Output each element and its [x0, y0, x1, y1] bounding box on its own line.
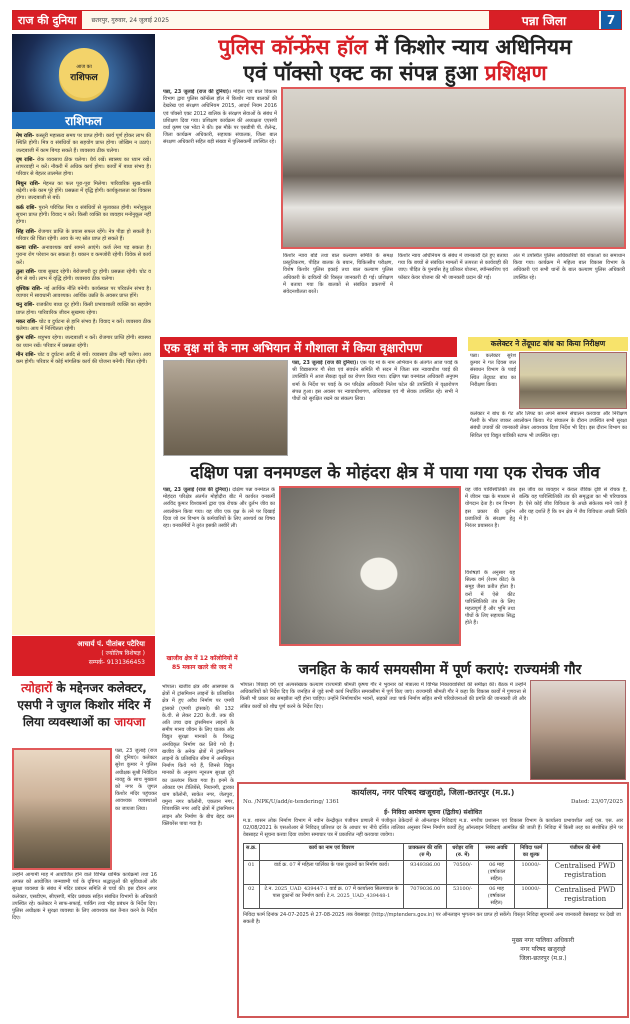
column-header: प्राक्कलन की राशि (रु में): [404, 844, 447, 861]
section-name: पन्ना जिला: [489, 11, 599, 29]
table-cell: 9349386.00: [404, 861, 447, 885]
zodiac-sign: मीन राशि-: [16, 352, 36, 359]
rashifal-entry: [16, 319, 151, 334]
zodiac-sign: वृश्चिक राशि-: [16, 285, 42, 292]
main-story-col-3: किशोर न्याय अधिनियम के संबंध में जानकारी देते हुए बताया गया कि बच्चों से संबंधित मामलों में तत्परता से कार्यवाही की जाए। पीड़ित के पुनर्वास हेतु प्रतिकर योजना, स्पॉन्सरशिप एवं फॉस्टर केयर योजना की भी जानकारी प्रदान की गई।: [398, 253, 508, 281]
zodiac-sign: मेष राशि-: [16, 133, 35, 139]
rashifal-entry: [16, 302, 151, 317]
zodiac-sign: कन्या राशि-: [16, 245, 39, 252]
column-header: कार्य का नाम एवं विवरण: [259, 844, 404, 861]
rashifal-entry: [16, 335, 151, 350]
table-cell: वार्ड क्र. 07 में महिला पार्लिका के पास दुकानों का निर्माण कार्य।: [259, 861, 404, 885]
rashifal-entry: [16, 352, 151, 367]
training-photo: [281, 87, 626, 249]
table-row: [244, 861, 623, 885]
table-cell: Centralised PWD registration: [548, 885, 623, 909]
page-number: 7: [601, 11, 621, 29]
transmission-side-headline[interactable]: खाजीव क्षेत्र में 12 कॉलोनियों में 85 मकान खतरे की जद में: [166, 655, 238, 671]
transmission-side-body: भोपाल। खजीव क्षेत्र और आसपास के क्षेत्रों में ट्रांसमिशन लाइनों के प्रतिबंधित क्षेत्र में हुए अवैध निर्माण पर एमपी ट्रांसको (एमपी ट्रांसको) की 132 के.वी. से लेकर 220 के.वी. तक की अति उच्च दाब ट्रांसमिशन लाइनों के समीप मानव जीवन के लिए घातक और विद्युत सुरक्षा मानकों के विरुद्ध अनधिकृत निर्माण कर लिये गये हैं। खजीव के अनेक क्षेत्रों में ट्रांसमिशन लाइनों के प्रतिबंधित सीमा में अनधिकृत निर्माण किये गये हैं, जिनसे विद्युत मानकों के अनुरूप न्यूनतम सुरक्षा दूरी का उल्लंघन किया गया है। इनमें के ओकाड एम टीलियेंसे, नियानगी, द्वारका धाम कॉलोनी, साकेत नगर, जेलपुरा, यमुना नगर कॉलोनी, एकतान नगर, शिवशक्ति नगर आदि क्षेत्रों में ट्रांसमिशन लाइन और निर्माण के बीच बेहद कम क्लियरेंस पाया गया है।: [162, 684, 234, 827]
main-story-col-1: [163, 89, 277, 331]
headline-part: पुलिस कॉन्फ्रेंस हॉल: [218, 35, 368, 59]
table-cell: Centralised PWD registration: [548, 861, 623, 885]
minister-headline[interactable]: जनहित के कार्य समयसीमा में पूर्ण कराएं: राज्यमंत्री गौर: [298, 662, 582, 678]
prediction-text: रोक व्यवसाय ठीक चलेगा। धैर्य रखें। स्वास्थ्य का ध्यान रखें। लापरवाही न करें। नौकरी में अधिक कार्य होगा। कार्यों में बाधा संभव है। परिवार से बेहतर तालमेल होगा।: [16, 156, 151, 178]
story-text: एक पेड़ मां के नाम अभियान के अंतर्गत आज पवई के श्री विद्यासागर गौ सेवा एवं संवर्धन समिति गौ सदन में जिला सत्र न्यायाधीश पवई की उपस्थिति में आज सैकड़ा वृक्षों का रोपण किया गया। दक्षिण पन्ना वनमंडल अधिकारी अनुपम शर्मा के निर्देश पर पवई के वन परिक्षेत्र अधिकारी नितेश पटेल की उपस्थिति में वृक्षारोपण संपन्न हुआ। इस अवसर पर न्यायाधीशगण, अधिवक्ता एवं गौ सेवक उपस्थित रहे। सभी ने पौधों को सुरक्षित रखने का संकल्प लिया।: [292, 360, 458, 403]
rashifal-entry: [16, 157, 151, 179]
story-text: महिला एवं बाल विकास विभाग द्वारा पुलिस कॉन्फ्रेंस हॉल में किशोर न्याय बालकों की देखरेख एवं संरक्षण अधिनियम 2015, आदर्श नियम 2016 एवं पॉक्सो एक्ट 2012 बालिक के संरक्षण सेवाओं के संबंध में प्रशिक्षण दिया गया। प्रशिक्षण कार्यक्रम की अध्यक्षता एएसपी वर्धा कृष्ण एस भोटा ने की। इस मौके पर एसडीपी पी. शैलेन्द्र, जिला कार्यक्रम अधिकारी, सहायक संचालक, जिला बाल संरक्षण अधिकारी सहित बड़ी संख्या में पुलिसकर्मी उपस्थित रहे।: [163, 89, 277, 146]
tree-story-body: [292, 360, 458, 458]
astrologer-box: [12, 636, 155, 676]
creature-col-1: [163, 487, 275, 647]
tender-date: Dated: 23/07/2025: [571, 799, 623, 805]
rashifal-entry: [16, 181, 151, 203]
table-cell: 06 माह (वर्षाकाल सहित): [479, 885, 515, 909]
zodiac-sign: कर्क राशि-: [16, 204, 37, 211]
tender-intro: म.प्र. शासन लोक निर्माण विभाग में नवीन केन्द्रीकृत पंजीयन प्रणाली में पंजीकृत ठेकेदारों से ऑनलाइन निविदाएं म.प्र. नगरीय प्रशासन एवं विकास विभाग के कार्यालय प्रभावशील आई एस. एस. आर 02/08/2021 के एसओआर से निविदत् प्रतिशत दर के आधार पर नीचे दर्शित तालिका अनुसार निम्न निर्माण कार्यों हेतु ऑनलाइन निविदाएं आमंत्रित की जाती हैं। निविदा में किसी तरह का संशोधित होने पर वेबसाइट में सूचना करवा दिया जावेगा समाचार पत्र में प्रकाशित नहीं करवाया जावेगा।: [243, 818, 623, 838]
creature-col-2: यह जीव पारिस्थितिकी तंत्र में जीवन चक्र के माध्यम से योगदान देता है। वन विभाग इस प्रकार की दुर्लभ प्रजातियों के संरक्षण हेतु निरंतर प्रयासरत है।: [465, 487, 515, 530]
prediction-text: शत्रुभय रहेगा। जल्दबाजी न करें। रोजगार प्राप्ति होगी। स्वास्थ्य का ध्यान रखें। परिवार में प्रसन्नता रहेगी।: [16, 335, 151, 349]
rashifal-title: राशिफल: [12, 112, 155, 129]
headline-part: एवं पॉक्सो एक्ट का संपन्न हुआ: [243, 61, 478, 85]
zodiac-wheel-image: [12, 34, 155, 112]
prediction-text: रोजगार प्राप्ति के प्रयास सफल रहेंगे। नेत्र पीड़ा हो सकती है। परिवार की चिंता रहेगी। आय के नए स्रोत प्राप्त हो सकते हैं।: [16, 228, 151, 242]
rashifal-entry: [16, 133, 151, 155]
astrologer-title: ( ज्योतिष विशेषज्ञ ): [101, 650, 145, 657]
signature-line: नगर परिषद खजुराहो: [520, 946, 566, 953]
zodiac-sign: तुला राशि-: [16, 269, 36, 276]
headline-part: जायजा: [114, 715, 146, 729]
minister-body: भोपाल। पिछड़ा वर्ग एवं अल्पसंख्यक कल्याण राज्यमंत्री श्रीमती कृष्णा गौर ने भुवनार को मंत्रालय में विभिन्न निकायवासियों की समीक्षा की। बैठक में उन्होंने अधिकारियों को निर्देश दिए कि जनहित से जुड़े सभी कार्य निर्धारित समयसीमा में पूर्ण किए जाएं। राज्यमंत्री श्रीमती गौर ने कहा कि विकास कार्यों में गुणवत्ता से किसी भी प्रकार का समझौता नहीं होना चाहिए। उन्होंने निर्माणाधीन भवनों, सड़कों तथा पार्क निर्माण सहित सभी परियोजनाओं की प्रगति की जानकारी ली और लंबित कार्यों को शीघ्र पूर्ण करने के निर्देश दिए।: [240, 682, 526, 710]
column-header: पंजीयन की श्रेणी: [548, 844, 623, 861]
rashifal-entry: [16, 229, 151, 244]
prediction-text: चोट व दुर्घटना से हानि संभव है। विवाद न करें। व्यवसाय ठीक चलेगा। आय में निश्चितता रहेगी।: [16, 318, 152, 333]
dam-photo: [519, 352, 627, 409]
tender-ref-no: No. /NPK/U/add/e-tendering/ 1361: [243, 799, 340, 805]
tender-notice: [237, 782, 629, 1018]
headline-part: त्योहारों: [21, 681, 53, 695]
prediction-text: नई आर्थिक नीति बनेगी। कार्यस्थल पर परिवर्तन संभव है। व्यापार में सावधानी आवश्यक। आर्थिक उन्नति के अवसर प्राप्त होंगे।: [16, 285, 151, 299]
dam-side-text: पन्ना। कलेक्टर सुरेश कुमार ने गत दिवस जल संसाधन विभाग के पवई स्थित तेंदूघाट बांध का निरीक्षण किया।: [470, 353, 516, 388]
tender-footer: निविदा फार्म दिनांक 24-07-2025 से 27-08-2025 तक वेबसाइट (http://mptenders.gov.in) पर ऑनलाइन भुगतान कर प्राप्त हो सकेंगे। विस्तृत निविदा सूचनायें अन्य जानकारी वेबसाइट पर देखी जा सकती है।: [243, 912, 621, 925]
rashifal-entry: [16, 205, 151, 227]
main-headline[interactable]: [160, 34, 630, 86]
festival-body: उन्होंने आगामी माह में आयोजित होने वाले विभिन्न धार्मिक कार्यक्रमों तथा 16 अगस्त को आयोजित जन्माष्टमी पर्व के दृष्टिगत श्रद्धालुओं की सुविधाओं और सुरक्षा व्यवस्था के संबंध में मंदिर प्रबंधन समिति से चर्चा की। इस दौरान अपर कलेक्टर, एसडीएम, सीएसपी, मंदिर प्रबंधक सहित संबंधित विभागों के अधिकारी उपस्थित रहे। कलेक्टर ने साफ-सफाई, पार्किंग तथा भीड़ प्रबंधन के निर्देश दिए। पुलिस अधीक्षक ने सुरक्षा व्यवस्था के लिए आवश्यक बल तैनात करने के निर्देश दिए।: [12, 872, 157, 922]
paper-name: राज की दुनिया: [13, 11, 82, 29]
prediction-text: पुराने परिचित मित्र व संबंधियों से मुलाकात होगी। मनोनुकूल सूचना प्राप्त होगी। विवाद न करें। किसी व्यक्ति का व्यवहार मनोनुकूल नहीं होगा।: [16, 204, 151, 226]
table-cell: 10000/-: [514, 885, 547, 909]
main-story-col-4: अंत में उपस्थित पुलिस अधिकारियों की शंकाओं का समाधान किया गया। कार्यक्रम में महिला बाल विकास विभाग के अधिकारी एवं सभी थानों के बाल कल्याण पुलिस अधिकारी उपस्थित रहे।: [513, 253, 625, 281]
badge-main: राशिफल: [70, 72, 98, 83]
prediction-text: अनावश्यक खर्च सामने आएंगे। कर्ज लेना पड़ सकता है। पुराना रोग परेशान कर सकता है। थकान व कमजोरी रहेगी। विवेक से कार्य करें।: [16, 245, 151, 266]
table-cell: टे.न. 2025_UAD_439447-1 वार्ड क्र. 07 में कार्यालय सिलगवाल के पास दुकानों का निर्माण कार्य। टे.न. 2025_UAD_439448-1: [259, 885, 404, 909]
column-header: निविदा फार्म का शुल्क: [514, 844, 547, 861]
prediction-text: यात्रा सुखद रहेगी। बेरोजगारी दूर होगी। प्रसन्नता रहेगी। चोट व रोग से बचें। लाभ में वृद्धि होगी। व्यवसाय ठीक चलेगा।: [16, 269, 152, 283]
column-header: धरोहर राशि (रु. में): [447, 844, 479, 861]
table-cell: 02: [244, 885, 260, 909]
rashifal-entry: [16, 269, 151, 284]
zodiac-sign: वृष राशि-: [16, 156, 35, 163]
creature-photo: [279, 486, 461, 646]
festival-headline[interactable]: [8, 680, 160, 731]
main-story-col-2: किशोर न्याय बोर्ड तथा बाल कल्याण समिति के समक्ष प्रस्तुतिकरण, पीड़ित बालक के बयान, चिकित्सीय परीक्षण, विशेष किशोर पुलिस इकाई तथा बाल कल्याण पुलिस अधिकारी के दायित्वों की विस्तृत जानकारी दी गई। प्रशिक्षण में बताया गया कि बालकों से संबंधित प्रकरणों में संवेदनशीलता बरतें।: [283, 253, 393, 296]
table-cell: 06 माह (वर्षाकाल सहित): [479, 861, 515, 885]
table-row: [244, 885, 623, 909]
headline-part: प्रशिक्षण: [484, 61, 547, 85]
zodiac-sign: मकर राशि-: [16, 318, 38, 325]
creature-headline[interactable]: दक्षिण पन्ना वनमण्डल के मोहंदरा क्षेत्र में पाया गया एक रोचक जीव: [190, 463, 600, 483]
astrologer-contact: सम्पर्क- 9131366453: [88, 659, 145, 666]
zodiac-sign: कुंभ राशि-: [16, 335, 36, 342]
temple-visit-photo: [12, 748, 112, 870]
table-cell: 7079036.00: [404, 885, 447, 909]
table-cell: 53100/-: [447, 885, 479, 909]
masthead: [12, 10, 622, 30]
prediction-text: राजकीय बाधा दूर होगी। किसी प्रभावशाली व्यक्ति का सहयोग प्राप्त होगा। पारिवारिक जीवन सुखमय रहेगा।: [16, 302, 151, 316]
tender-office: कार्यालय, नगर परिषद खजुराहो, जिला-छतरपुर (म.प्र.): [351, 788, 515, 797]
headline-part: में किशोर न्याय अधिनियम: [375, 35, 572, 59]
dam-headline[interactable]: कलेक्टर ने तेंदूघाट बांध का किया निरीक्षण: [468, 337, 628, 351]
rashifal-entry: [16, 286, 151, 301]
zodiac-sign: धनु राशि-: [16, 302, 35, 309]
prediction-text: कस्तूरी महासत्व समय पर प्राप्त होगी। कार्य पूर्ण होकर लाभ की स्थिति होगी। मित्र व संबंधियों का सहयोग प्राप्त होगा। जोखिम न उठाएं। जल्दबाजी में काम बिगड़ सकते हैं। व्यवसाय ठीक चलेगा।: [16, 133, 151, 154]
creature-col-3: विशेषज्ञों के अनुसार यह सिल्क वर्म (रेशम कीट) के समूह जैसा प्रतीत होता है। वनों में ऐसे कीट पारिस्थितिकी तंत्र के लिए महत्वपूर्ण हैं और भूमि तथा पौधों के लिए सहायक सिद्ध होते हैं।: [465, 570, 515, 627]
prediction-text: चोट व दुर्घटना आदि से बचें। व्यवसाय ठीक नहीं चलेगा। आय कम होगी। परिवार में कोई मांगलिक कार्य की योजना बनेगी। चिंता रहेगी।: [16, 352, 151, 366]
festival-side-text: पन्ना, 23 जुलाई (राज की दुनिया)। कलेक्टर सुरेश कुमार ने पुलिस अधीक्षक सुश्री निवेदिता नायडू के साथ मुख्यतः को नगर के जुगल किशोर मंदिर पहुंचकर आवश्यक व्यवस्थाओं का जायजा लिया।: [115, 748, 157, 812]
prediction-text: मेहनत का फल पूरा-पूरा मिलेगा। पारिवारिक सुख-शांति बढ़ेगी। रुके काम पूरे होंगे। प्रसन्नता में वृद्धि होगी। कार्यकुशलता का विकास होगा। जल्दबाजी से बचें।: [16, 180, 151, 202]
signature-line: मुख्य नगर पालिका अधिकारी: [511, 937, 575, 944]
story-text: दक्षिण पन्ना वनमंडल के मोहंदरा परिक्षेत्र अंतर्गत मोहोदौरा बीट में कार्यरत वनकर्मी अरविंद कुमार विश्वकर्मा द्वारा एक रोचक और दुर्लभ जीव का अवलोकन किया गया। यह जीव एक वृक्ष के तने पर दिखाई दिया जो वन विभाग के कर्मचारियों के लिए आश्चर्य का विषय रहा। वनकर्मियों ने तुरंत इसकी तस्वीरें लीं।: [163, 487, 275, 530]
story-dateline: पन्ना, 23 जुलाई (राज की दुनिया)।: [163, 487, 231, 493]
tree-headline[interactable]: एक वृक्ष मां के नाम अभियान में गौशाला में किया वृक्षारोपण: [160, 337, 457, 357]
column-header: समय अवधि: [479, 844, 515, 861]
signature-line: जिला-छतरपुर (म.प्र.): [519, 955, 567, 962]
minister-photo: [530, 680, 626, 780]
tender-subject: ई- निविदा आमंत्रण सूचना (द्वितीय) संशोधित: [384, 809, 482, 816]
zodiac-sign: सिंह राशि-: [16, 228, 36, 235]
creature-col-4: इस जीव का व्यवहार न केवल जैविक दृष्टि से रोचक है, बल्कि यह पारिस्थितिकी तंत्र की समृद्धता का भी परिचायक है। ऐसे कोई जीव विविधता के अच्छे संकेतक माने जाते हैं और यह दर्शाते हैं कि वन क्षेत्र में जैव विविधता अच्छी स्थिति में है।: [519, 487, 627, 522]
dateline: छतरपुर, गुरुवार, 24 जुलाई 2025: [91, 17, 170, 24]
rashifal-list: [12, 129, 155, 635]
story-dateline: पन्ना, 23 जुलाई (राज की दुनिया)।: [163, 89, 231, 95]
table-cell: 01: [244, 861, 260, 885]
headline-part: लिया व्यवस्थाओं का: [22, 715, 111, 729]
story-dateline: पन्ना, 23 जुलाई (राज की दुनिया)।: [292, 360, 359, 366]
badge-top: आज का: [76, 63, 92, 70]
tender-table: [243, 843, 623, 909]
headline-part: के मद्देनजर कलेक्टर,: [56, 681, 147, 695]
rashifal-badge: [59, 48, 109, 98]
astrologer-name: आचार्य पं. पीतांबर पटैरिया: [77, 640, 145, 648]
table-cell: 10000/-: [514, 861, 547, 885]
headline-part: एसपी ने जुगल किशोर मंदिर में: [17, 698, 151, 712]
tender-signature: [463, 936, 623, 963]
plantation-photo: [163, 360, 288, 456]
rashifal-entry: [16, 245, 151, 267]
zodiac-sign: मिथुन राशि-: [16, 180, 40, 187]
table-cell: 70500/-: [447, 861, 479, 885]
dam-body: कलेक्टर ने बांध के गेट और लिफ्ट का अपने सामने संचालन करवाया और निरीक्षण गैलरी के भीतर जाकर अवलोकन किया। गेट संचालन के दौरान उपस्थित सभी सुरक्षा संबंधी उपायों की जानकारी लेकर आवश्यक दिशा निर्देश भी दिए। इस दौरान विभाग का सिविल एवं विद्युत यांत्रिकी स्टाफ भी उपस्थित रहा।: [470, 411, 627, 439]
column-header: स.क्र.: [244, 844, 260, 861]
